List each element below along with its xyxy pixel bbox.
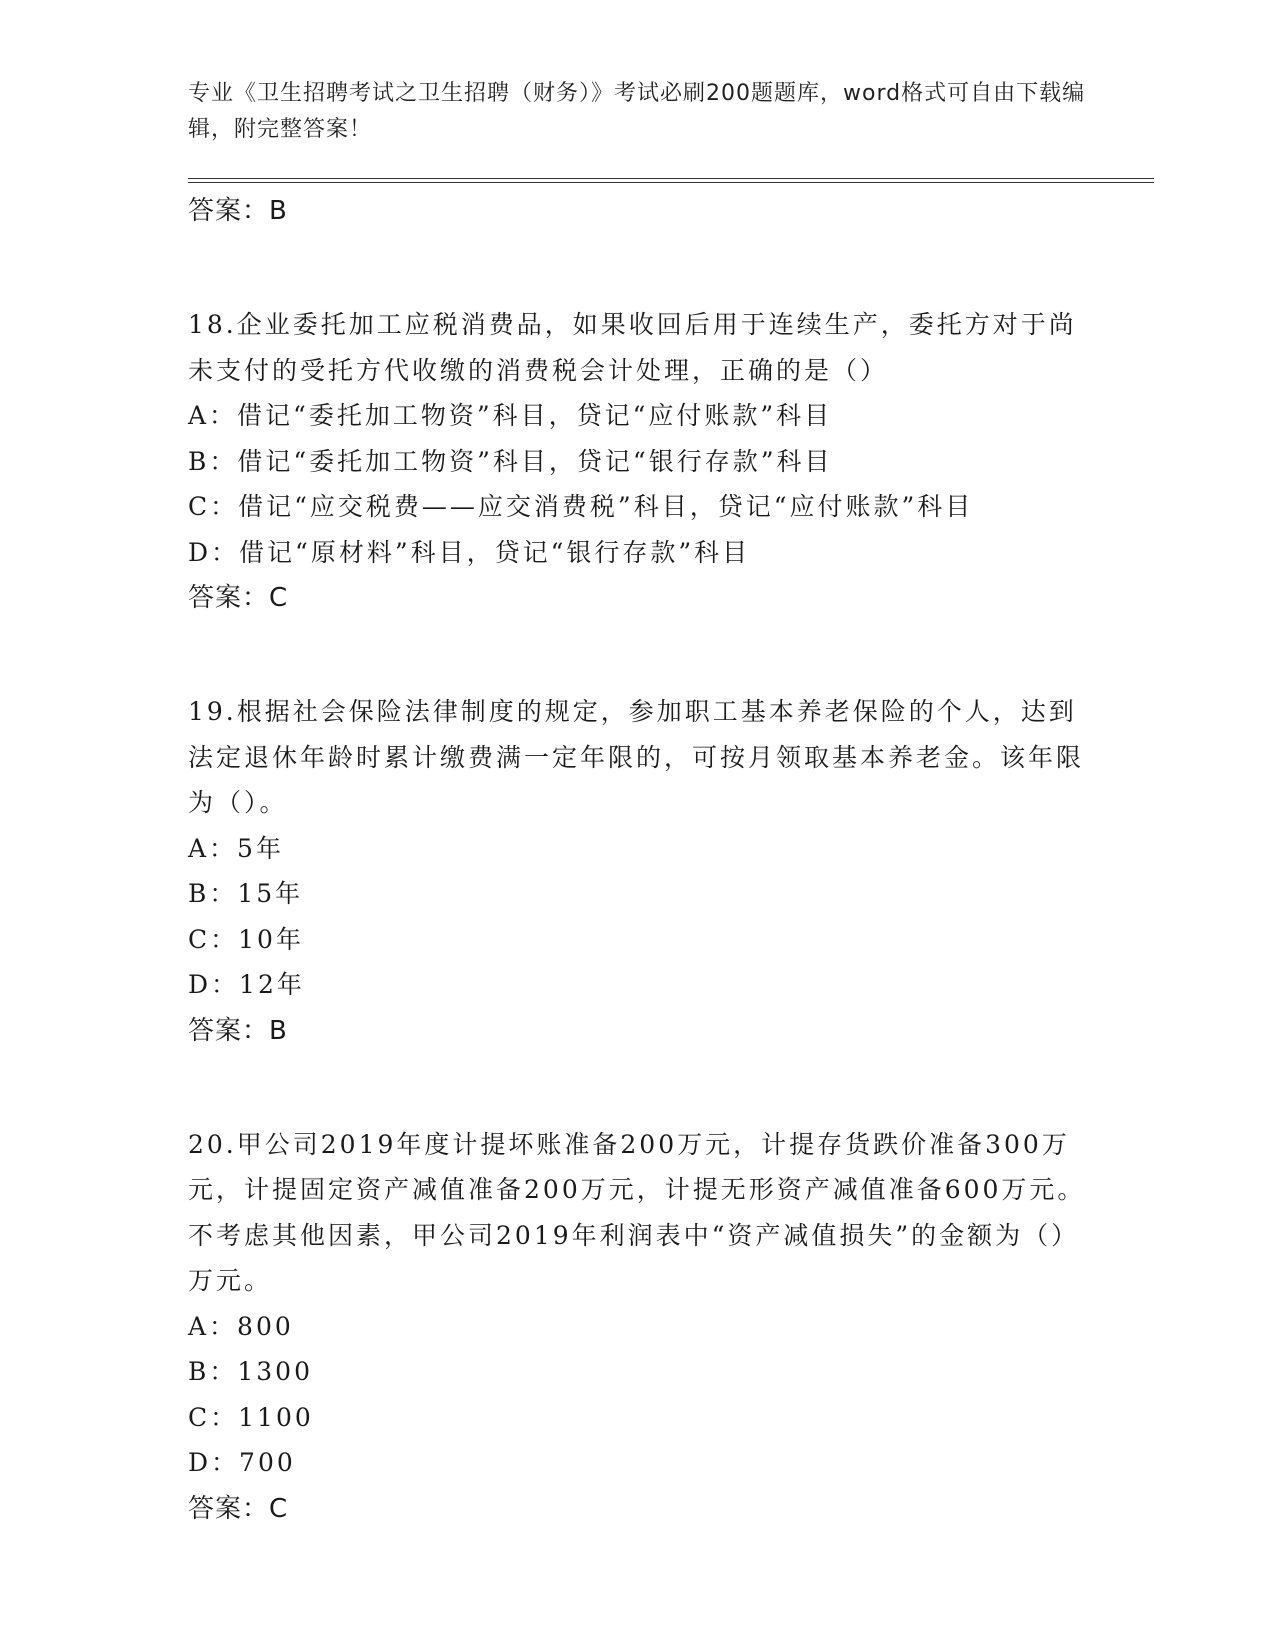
question-answer: 答案：B bbox=[188, 1015, 288, 1046]
question-answer: 答案：C bbox=[188, 583, 289, 613]
header-divider-bottom bbox=[188, 182, 1154, 183]
page-header: 专业《卫生招聘考试之卫生招聘（财务）》考试必刷200题题库，word格式可自由下载编辑，附完整答案！ bbox=[188, 81, 1086, 142]
question-18 bbox=[188, 302, 1088, 621]
spacer bbox=[188, 621, 1088, 689]
question-19 bbox=[188, 689, 1088, 1054]
option-c: C：借记“应交税费——应交消费税”科目，贷记“应付账款”科目 bbox=[188, 492, 974, 521]
spacer bbox=[188, 234, 1088, 302]
option-a: A：5年 bbox=[188, 833, 284, 863]
option-b: B：1300 bbox=[188, 1357, 313, 1386]
question-stem: 20.甲公司2019年度计提坏账准备200万元，计提存货跌价准备300万元，计提固定资产减值准备200万元，计提无形资产减值准备600万元。不考虑其他因素，甲公司2019年利润表中“资产减值损失”的金额为（）万元。 bbox=[188, 1129, 1086, 1295]
option-d: D：12年 bbox=[188, 970, 305, 999]
question-20 bbox=[188, 1122, 1088, 1532]
question-list bbox=[188, 188, 1088, 1532]
option-a: A：800 bbox=[188, 1311, 294, 1341]
option-c: C：10年 bbox=[188, 924, 304, 954]
previous-answer: 答案：B bbox=[188, 196, 288, 226]
question-stem: 19.根据社会保险法律制度的规定，参加职工基本养老保险的个人，达到法定退休年龄时累计缴费满一定年限的，可按月领取基本养老金。该年限为（）。 bbox=[188, 697, 1085, 817]
question-answer: 答案：C bbox=[188, 1493, 289, 1524]
header-divider-top bbox=[188, 178, 1154, 179]
option-a: A：借记“委托加工物资”科目，贷记“应付账款”科目 bbox=[188, 401, 833, 430]
option-d: D：借记“原材料”科目，贷记“银行存款”科目 bbox=[188, 537, 751, 567]
option-b: B：借记“委托加工物资”科目，贷记“银行存款”科目 bbox=[188, 446, 833, 476]
option-d: D：700 bbox=[188, 1448, 296, 1477]
question-stem: 18.企业委托加工应税消费品，如果收回后用于连续生产，委托方对于尚未支付的受托方代收缴的消费税会计处理，正确的是（） bbox=[188, 310, 1077, 385]
option-c: C：1100 bbox=[188, 1402, 314, 1432]
option-b: B：15年 bbox=[188, 879, 304, 908]
spacer bbox=[188, 1054, 1088, 1122]
